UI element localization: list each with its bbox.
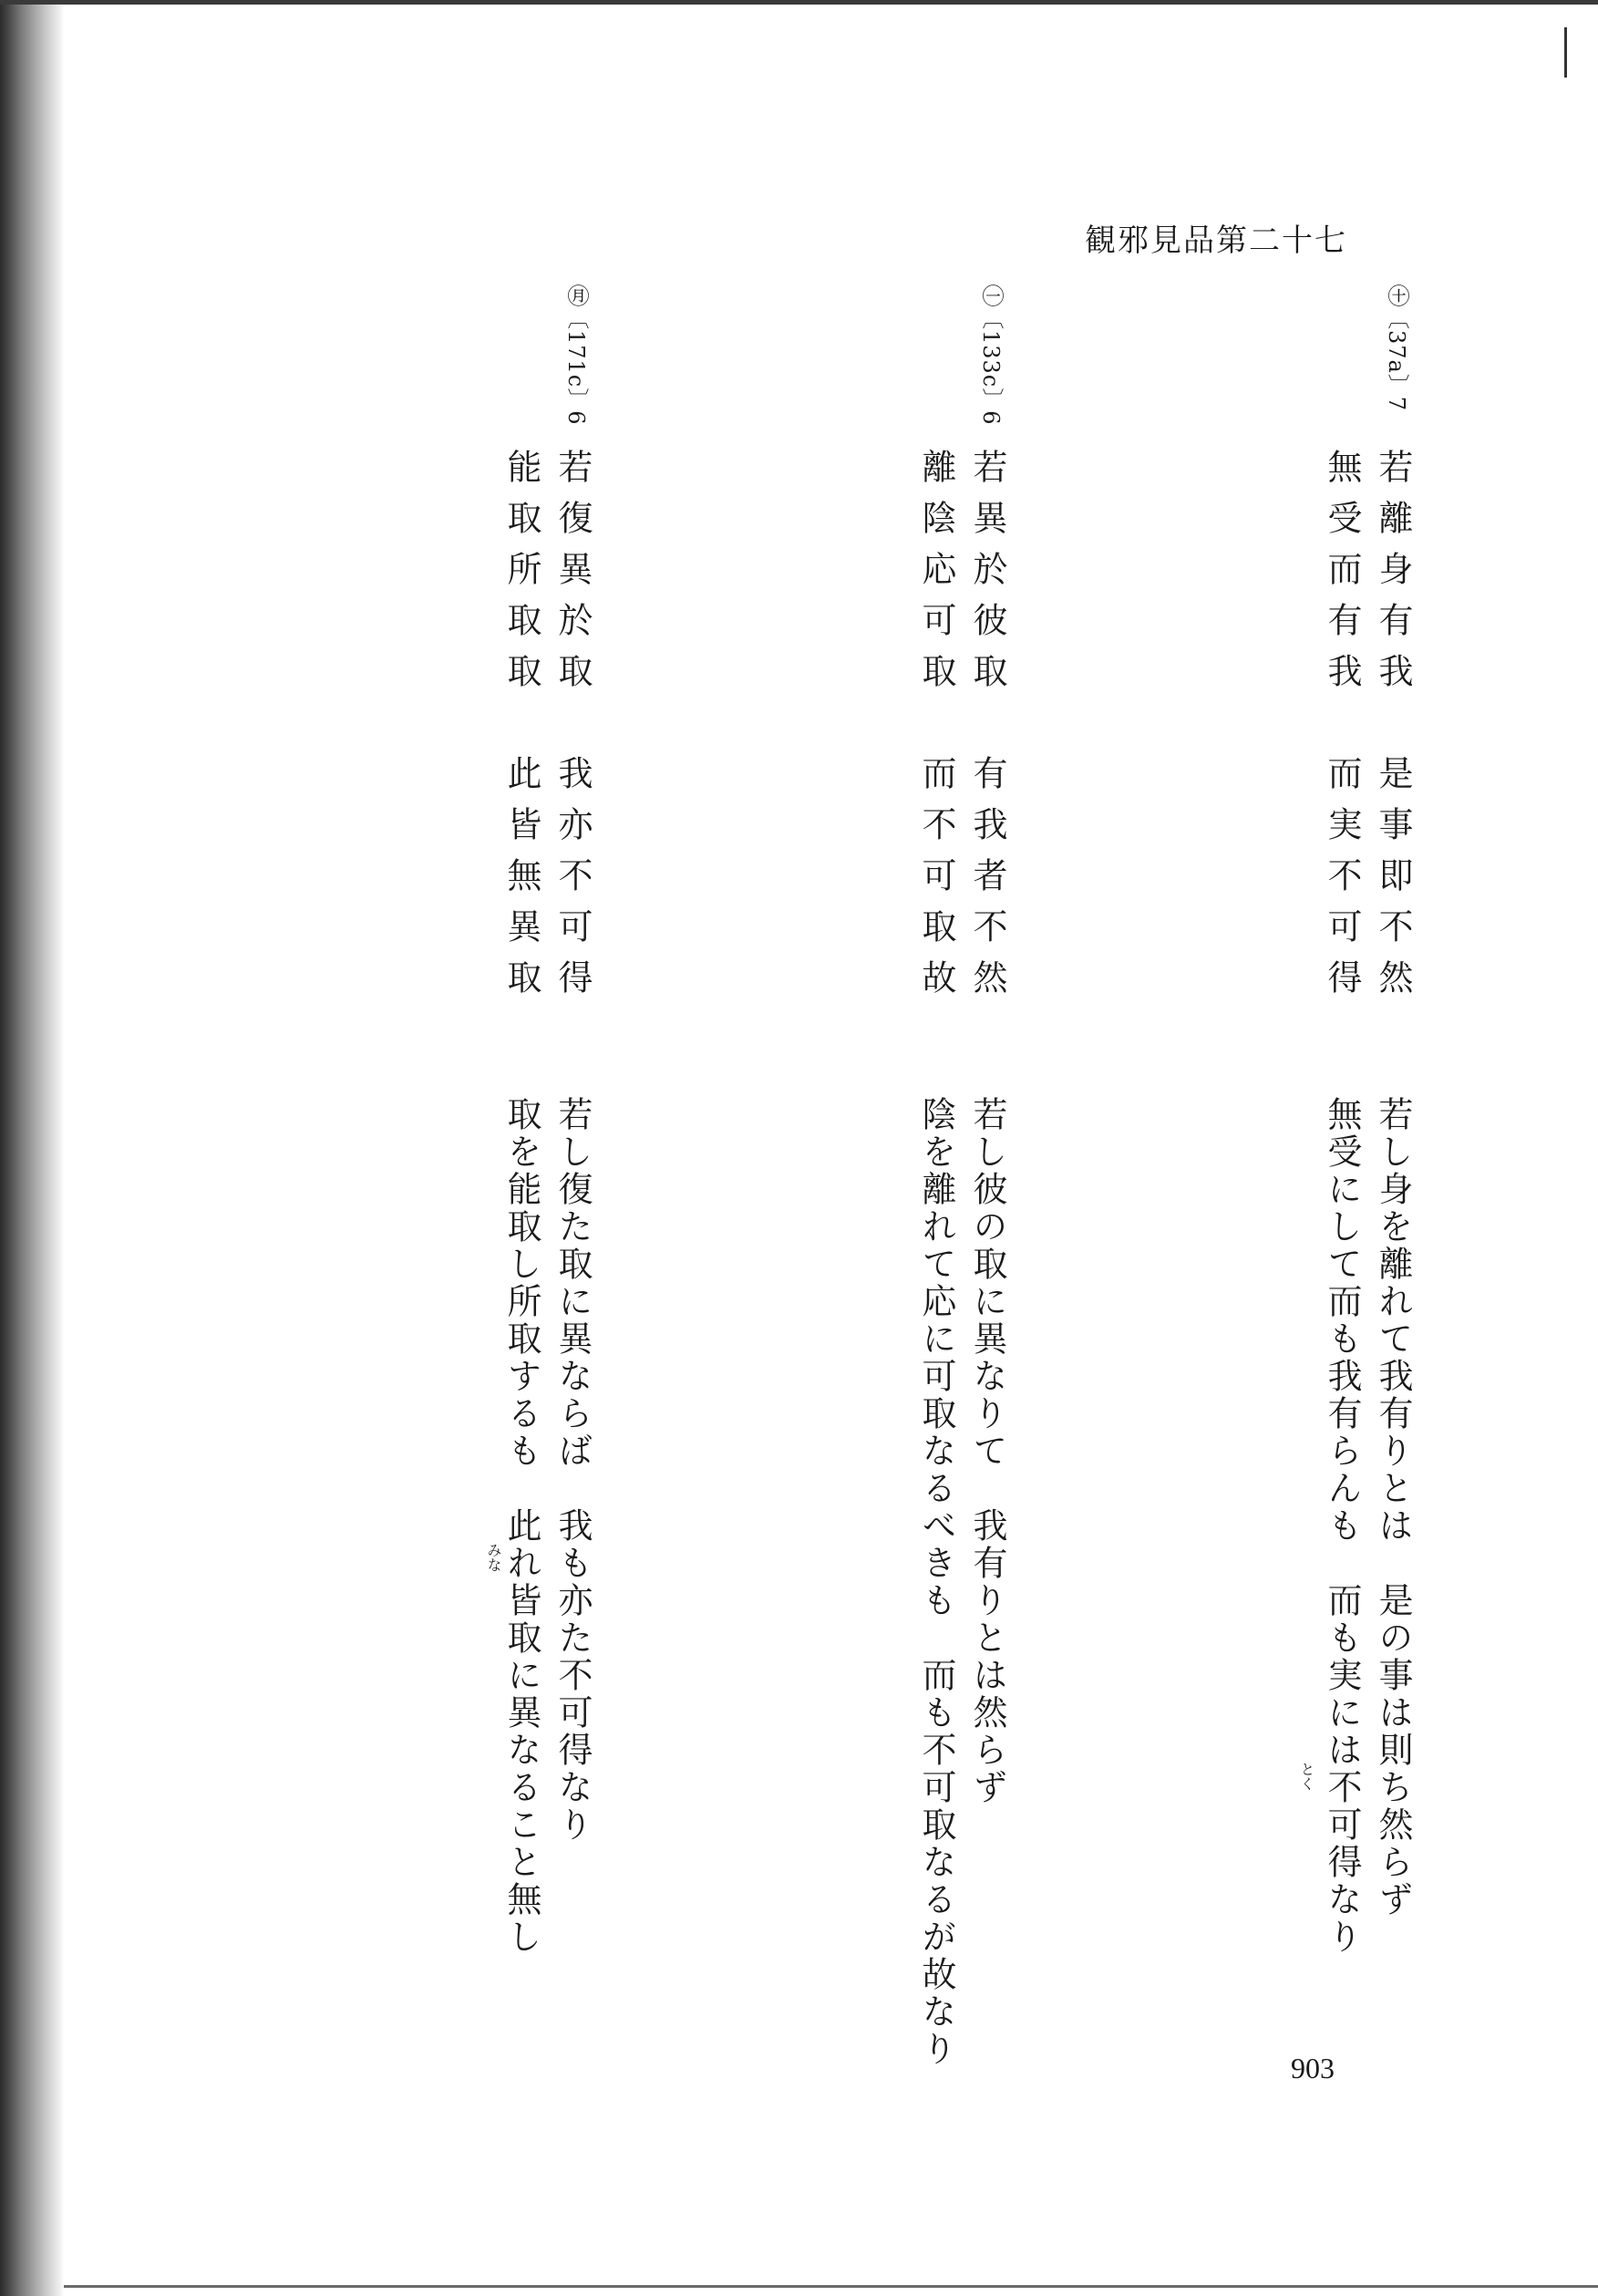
verse-block-1 <box>1276 284 1422 2108</box>
verse-block-3 <box>456 284 602 2108</box>
verse-reference: ㊀〔133c〕6 <box>978 284 1004 426</box>
kundoku-line-2: 陰を離れて応に可取なるべきも 而も不可取なるが故なり <box>916 1096 956 2068</box>
verse-reference: ㊊〔171c〕6 <box>563 284 589 426</box>
kanbun-line-2: 無受而有我 而実不可得 <box>1322 449 1362 1010</box>
kanbun-line-2: 能取所取取 此皆無異取 <box>501 449 541 1010</box>
kundoku-line-2: 取を能取し所取するも 此れ皆取に異なること無し <box>501 1096 541 1956</box>
page-number: 903 <box>1291 2052 1335 2084</box>
kanbun-line-1: 若離身有我 是事即不然 <box>1373 449 1413 1010</box>
kundoku-line-2: 無受にして而も我有らんも 而も実には不可得なり <box>1322 1096 1362 1956</box>
scan-bottom-edge <box>64 2285 1598 2288</box>
kundoku-line-1: 若し身を離れて我有りとは 是の事は則ち然らず <box>1373 1096 1413 1919</box>
running-header: 観邪見品第二十七 <box>1085 222 1347 259</box>
margin-mark <box>1564 27 1567 78</box>
kanbun-line-1: 若異於彼取 有我者不然 <box>967 449 1007 1010</box>
kundoku-line-1: 若し彼の取に異なりて 我有りとは然らず <box>967 1096 1007 1806</box>
scan-binding-shadow <box>0 0 64 2296</box>
kanbun-line-2: 離陰応可取 而不可取故 <box>916 449 956 1010</box>
kanbun-line-1: 若復異於取 我亦不可得 <box>552 449 593 1010</box>
furigana-annotation: とく <box>1298 1762 1315 1791</box>
verse-reference: ㊉〔37a〕7 <box>1384 284 1409 412</box>
scan-top-edge <box>0 0 1598 5</box>
furigana-annotation: みな <box>485 1543 502 1572</box>
verse-block-2 <box>871 284 1016 2108</box>
kundoku-line-1: 若し復た取に異ならば 我も亦た不可得なり <box>552 1096 593 1844</box>
